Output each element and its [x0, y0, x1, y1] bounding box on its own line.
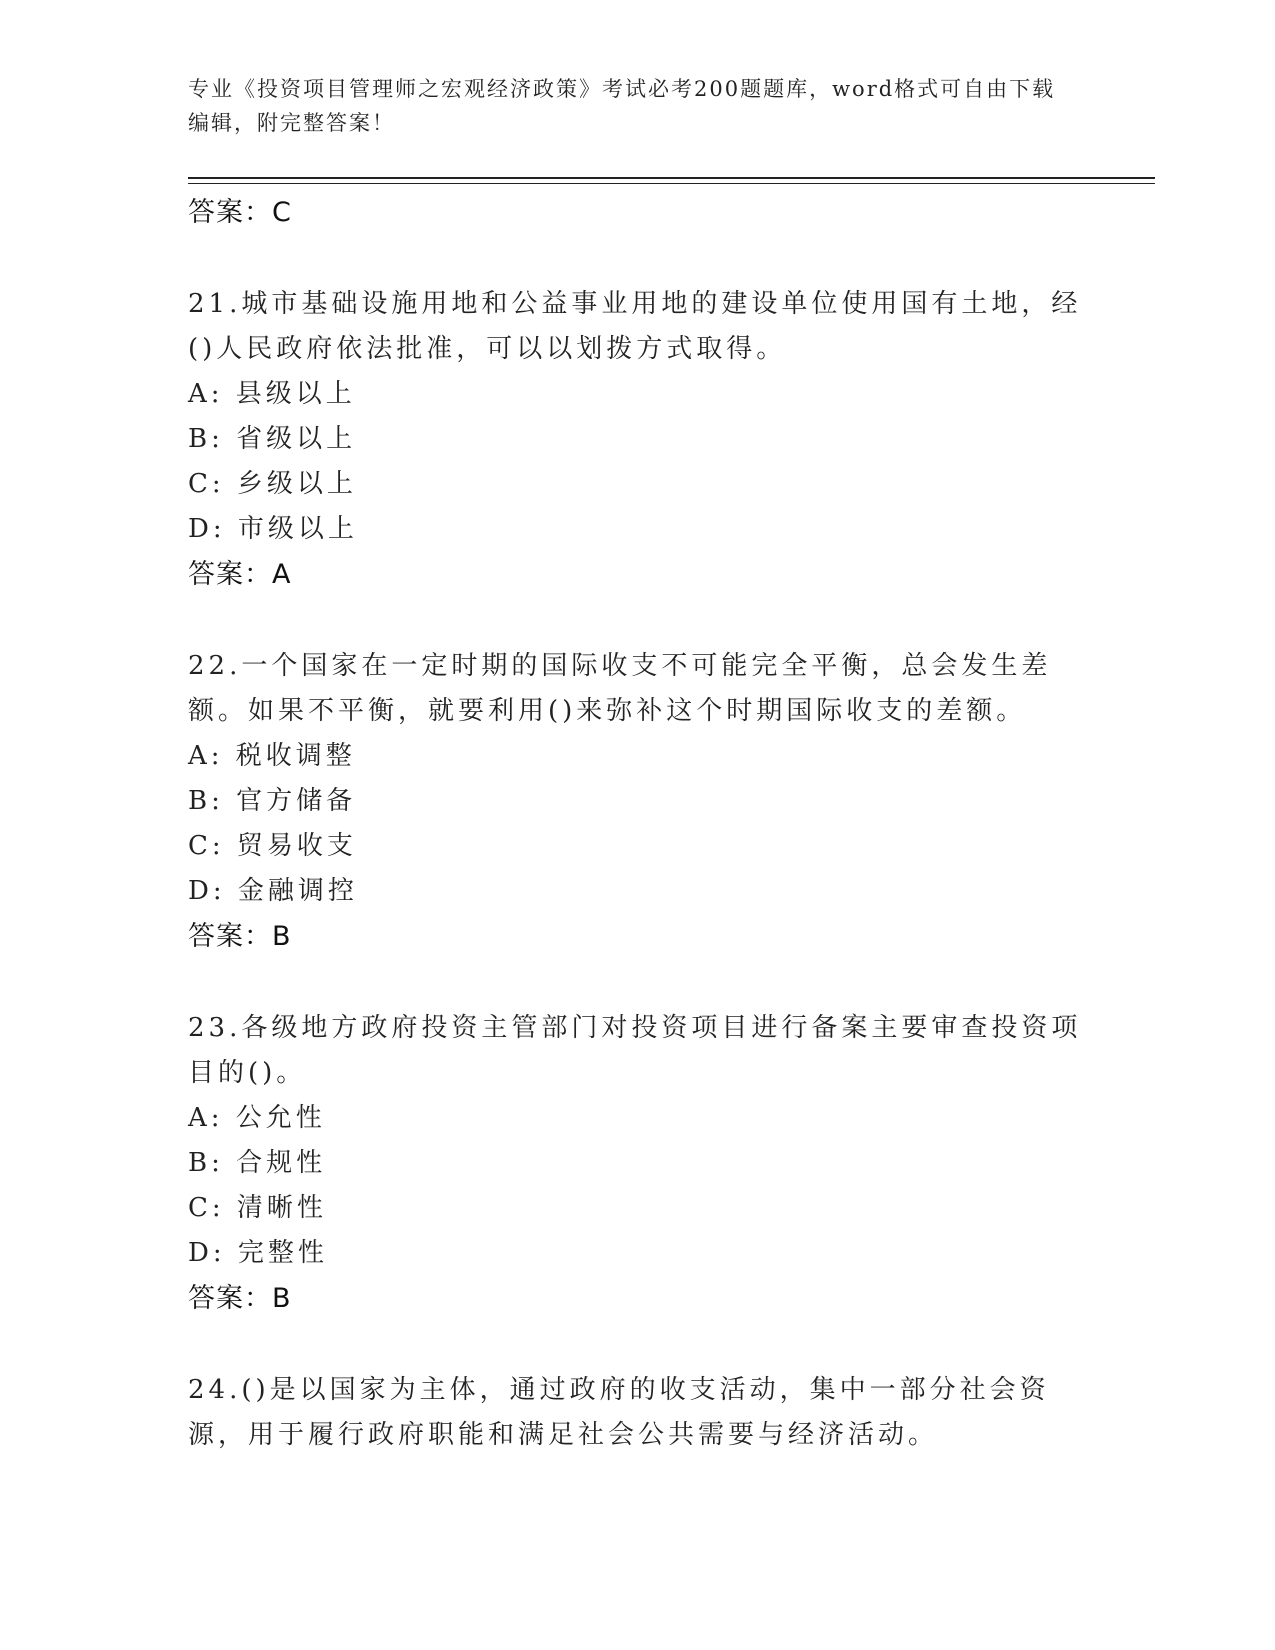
question-list: [188, 190, 1088, 1458]
option-c: C: 乡级以上: [188, 469, 357, 499]
question-stem: 22.一个国家在一定时期的国际收支不可能完全平衡，总会发生差额。如果不平衡，就要利用()来弥补这个时期国际收支的差额。: [188, 651, 1052, 726]
option-c: C: 贸易收支: [188, 831, 357, 861]
option-d: D: 金融调控: [188, 876, 358, 906]
option-a: A: 税收调整: [188, 741, 356, 771]
answer-line: 答案：C: [188, 197, 292, 228]
header-divider-thick: [188, 177, 1155, 179]
option-b: B: 官方储备: [188, 786, 357, 816]
question-21: [188, 282, 1088, 598]
document-header: 专业《投资项目管理师之宏观经济政策》考试必考200题题库，word格式可自由下载编辑，附完整答案！: [188, 77, 1056, 135]
option-c: C: 清晰性: [188, 1193, 327, 1223]
answer-line: 答案：B: [188, 921, 292, 952]
question-stem: 21.城市基础设施用地和公益事业用地的建设单位使用国有土地，经()人民政府依法批准，可以以划拨方式取得。: [188, 289, 1082, 364]
header-divider-thin: [188, 183, 1155, 184]
question-stem: 24.()是以国家为主体，通过政府的收支活动，集中一部分社会资源，用于履行政府职能和满足社会公共需要与经济活动。: [188, 1375, 1050, 1450]
question-22: [188, 644, 1088, 960]
answer-line: 答案：B: [188, 1283, 292, 1314]
question-24: [188, 1368, 1088, 1458]
option-d: D: 市级以上: [188, 514, 358, 544]
option-a: A: 公允性: [188, 1103, 326, 1133]
question-stem: 23.各级地方政府投资主管部门对投资项目进行备案主要审查投资项目的()。: [188, 1013, 1082, 1088]
answer-line: 答案：A: [188, 559, 292, 590]
option-a: A: 县级以上: [188, 379, 356, 409]
option-b: B: 省级以上: [188, 424, 357, 454]
option-b: B: 合规性: [188, 1148, 327, 1178]
question-23: [188, 1006, 1088, 1322]
option-d: D: 完整性: [188, 1238, 328, 1268]
